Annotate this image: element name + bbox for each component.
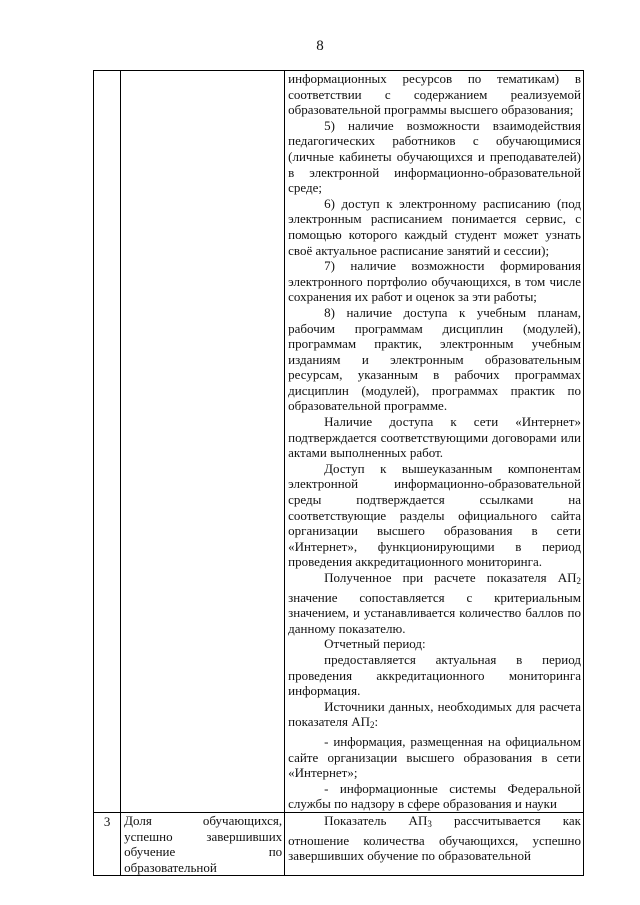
paragraph: - информация, размещенная на официальном сайте организации высшего образования в сети «Интернет»;	[288, 733, 581, 781]
paragraph: предоставляется актуальная в период проведения аккредитационного мониторинга информация.	[288, 651, 581, 699]
table-row-3	[94, 812, 584, 875]
row-number: 3	[103, 813, 111, 829]
table-row-continued	[94, 71, 584, 813]
paragraph: Отчетный период:	[324, 636, 426, 652]
paragraph: 5) наличие возможности взаимодействия педагогических работников с обучающимися (личные кабинеты обучающихся и преподавателей) в электронной информационно-образовательной среде;	[288, 117, 581, 196]
description-cell	[285, 812, 584, 875]
paragraph	[288, 813, 581, 864]
paragraph: 7) наличие возможности формирования электронного портфолио обучающихся, в том числе сохранения их работ и оценок за эти работы;	[288, 258, 581, 305]
page-number: 8	[316, 38, 324, 54]
indicator-cell	[121, 812, 285, 875]
paragraph	[288, 570, 581, 636]
subscript: 2	[370, 720, 375, 731]
paragraph: 6) доступ к электронному расписанию (под электронным расписанием понимается сервис, с помощью которого каждый студент может узнать своё актуальное расписание занятий и сессии);	[288, 195, 581, 258]
paragraph: информационных ресурсов по тематикам) в соответствии с содержанием реализуемой образовательной программы высшего образования;	[288, 71, 581, 118]
description-cell	[285, 71, 584, 813]
paragraph-text: :	[374, 714, 379, 730]
paragraph: - информационные системы Федеральной службы по надзору в сфере образования и науки	[288, 780, 581, 812]
indicator-cell	[121, 71, 285, 813]
paragraph: 8) наличие доступа к учебным планам, рабочим программам дисциплин (модулей), программам практик, электронным учебным изданиям и электронным образовательным ресурсам, указанным в рабочих программах дисциплин (модулей), программах практик по образовательной программе.	[288, 304, 581, 414]
paragraph-text: рассчитывается как отношение количества обучающихся, успешно завершивших обучение по образовательной	[288, 812, 581, 864]
paragraph-text: Источники данных, необходимых для расчета показателя АП	[288, 698, 581, 730]
paragraph-text: Полученное при расчете показателя АП	[324, 570, 577, 585]
paragraph-text: значение сопоставляется с критериальным значением, и устанавливается количество баллов по данному показателю.	[288, 589, 581, 636]
row-number-cell	[94, 812, 121, 875]
paragraph: Доступ к вышеуказанным компонентам электронной информационно-образовательной среды подтверждается ссылками на соответствующие разделы официального сайта организации высшего образования в сети «Интернет», функционирующими в период проведения аккредитационного мониторинга.	[288, 460, 581, 570]
row-number-cell	[94, 71, 121, 813]
paragraph	[288, 699, 581, 734]
paragraph-text: Показатель АП	[324, 812, 428, 828]
indicator-name: Доля обучающихся, успешно завершивших обучение по образовательной	[124, 812, 283, 875]
subscript: 3	[427, 818, 432, 829]
paragraph: Наличие доступа к сети «Интернет» подтверждается соответствующими договорами или актами выполненных работ.	[288, 414, 581, 461]
subscript: 2	[576, 576, 581, 586]
criteria-table	[93, 70, 584, 876]
